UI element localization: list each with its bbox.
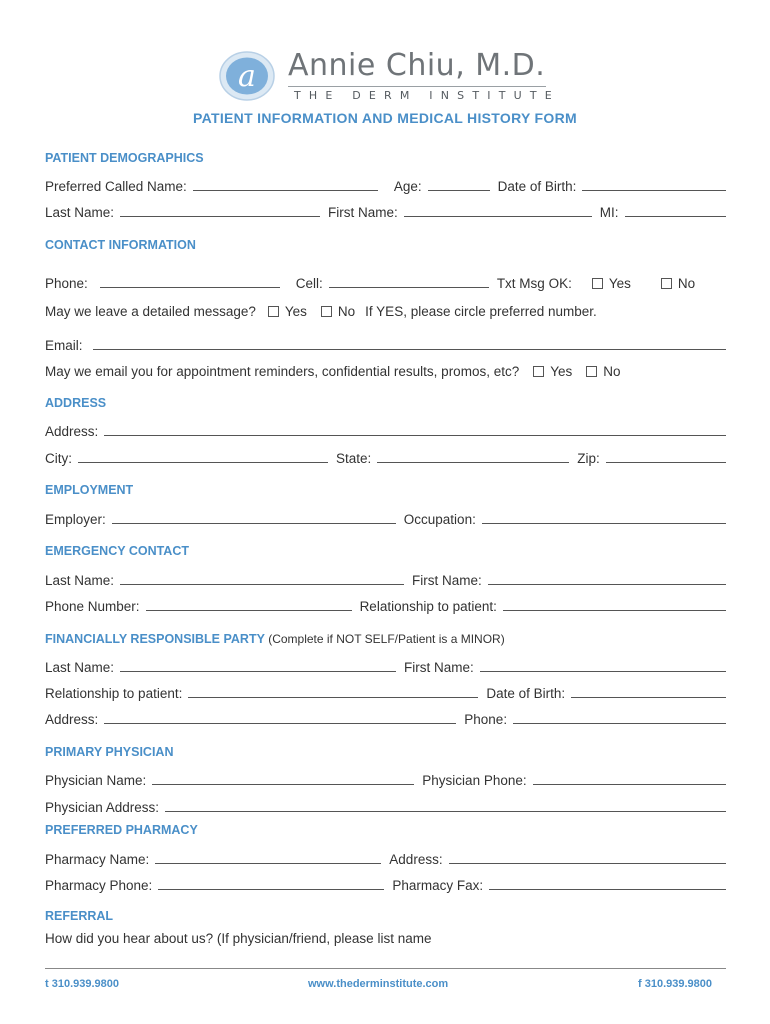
label-address: Address:	[45, 424, 99, 439]
row-city-state-zip	[45, 448, 726, 466]
row-leave-message	[45, 301, 726, 319]
label-dob: Date of Birth:	[497, 179, 577, 194]
input-physician-name[interactable]	[152, 783, 414, 785]
row-email	[45, 335, 726, 353]
label-city: City:	[45, 451, 72, 466]
input-financial-first-name[interactable]	[480, 670, 726, 672]
txt-yes-checkbox[interactable]: Yes	[578, 276, 631, 291]
section-emergency: EMERGENCY CONTACT	[45, 544, 189, 558]
label-pharmacy-address: Address:	[389, 852, 443, 867]
label-financial-phone: Phone:	[464, 712, 508, 727]
form-title: PATIENT INFORMATION AND MEDICAL HISTORY FORM	[193, 110, 577, 126]
label-emergency-first-name: First Name:	[412, 573, 482, 588]
checkbox-icon	[321, 306, 332, 317]
row-emergency-name	[45, 570, 726, 588]
footer-phone: t 310.939.9800	[45, 978, 120, 990]
input-financial-phone[interactable]	[513, 722, 726, 724]
label-financial-relationship: Relationship to patient:	[45, 686, 183, 701]
section-referral: REFERRAL	[45, 909, 114, 923]
input-state[interactable]	[377, 461, 569, 463]
brand-logo	[218, 48, 558, 108]
input-email[interactable]	[93, 348, 726, 350]
input-age[interactable]	[428, 189, 490, 191]
message-yes-checkbox[interactable]: Yes	[256, 304, 307, 319]
label-age: Age:	[393, 179, 422, 194]
input-emergency-relationship[interactable]	[503, 609, 726, 611]
input-address[interactable]	[104, 434, 726, 436]
label-financial-address: Address:	[45, 712, 99, 727]
input-employer[interactable]	[112, 522, 396, 524]
input-city[interactable]	[78, 461, 328, 463]
section-physician: PRIMARY PHYSICIAN	[45, 745, 174, 759]
row-employment	[45, 509, 726, 527]
input-physician-phone[interactable]	[533, 783, 726, 785]
section-financial	[45, 632, 505, 646]
input-mi[interactable]	[625, 215, 726, 217]
logo-at-mark-icon	[218, 50, 276, 102]
row-financial-relationship	[45, 683, 726, 701]
label-physician-phone: Physician Phone:	[422, 773, 527, 788]
label-pharmacy-fax: Pharmacy Fax:	[392, 878, 484, 893]
checkbox-icon	[592, 278, 603, 289]
row-pharmacy-phone	[45, 875, 726, 893]
input-zip[interactable]	[606, 461, 726, 463]
email-yes-checkbox[interactable]: Yes	[519, 364, 572, 379]
row-pharmacy-name	[45, 849, 726, 867]
label-leave-message: May we leave a detailed message?	[45, 304, 256, 319]
label-preferred-name: Preferred Called Name:	[45, 179, 187, 194]
row-physician-address	[45, 797, 726, 815]
input-dob[interactable]	[582, 189, 726, 191]
input-pharmacy-phone[interactable]	[158, 888, 384, 890]
row-address	[45, 421, 726, 439]
label-physician-address: Physician Address:	[45, 800, 160, 815]
label-email: Email:	[45, 338, 83, 353]
label-cell: Cell:	[295, 276, 323, 291]
footer-website[interactable]: www.thederminstitute.com	[308, 978, 449, 990]
label-emergency-relationship: Relationship to patient:	[359, 599, 497, 614]
label-emergency-phone: Phone Number:	[45, 599, 140, 614]
section-financial-note: (Complete if NOT SELF/Patient is a MINOR)	[268, 632, 505, 646]
txt-no-checkbox[interactable]: No	[647, 276, 695, 291]
logo-divider	[288, 86, 546, 87]
input-phone[interactable]	[100, 286, 280, 288]
section-pharmacy: PREFERRED PHARMACY	[45, 823, 198, 837]
input-first-name[interactable]	[404, 215, 592, 217]
label-mi: MI:	[599, 205, 619, 220]
row-name	[45, 202, 726, 220]
input-emergency-first-name[interactable]	[488, 583, 726, 585]
input-last-name[interactable]	[120, 215, 320, 217]
checkbox-icon	[586, 366, 597, 377]
label-last-name: Last Name:	[45, 205, 115, 220]
label-zip: Zip:	[577, 451, 600, 466]
circle-note: If YES, please circle preferred number.	[365, 304, 597, 319]
label-email-consent: May we email you for appointment reminders, confidential results, promos, etc?	[45, 364, 520, 379]
section-contact: CONTACT INFORMATION	[45, 238, 196, 252]
input-pharmacy-fax[interactable]	[489, 888, 726, 890]
row-financial-name	[45, 657, 726, 675]
input-financial-last-name[interactable]	[120, 670, 396, 672]
input-financial-relationship[interactable]	[188, 696, 478, 698]
section-demographics: PATIENT DEMOGRAPHICS	[45, 151, 204, 165]
input-physician-address[interactable]	[165, 810, 726, 812]
brand-name: Annie Chiu, M.D.	[288, 48, 546, 83]
input-emergency-phone[interactable]	[146, 609, 352, 611]
email-no-checkbox[interactable]: No	[572, 364, 620, 379]
checkbox-icon	[661, 278, 672, 289]
section-address: ADDRESS	[45, 396, 107, 410]
input-financial-dob[interactable]	[571, 696, 726, 698]
input-pharmacy-address[interactable]	[449, 862, 726, 864]
checkbox-icon	[268, 306, 279, 317]
input-cell[interactable]	[329, 286, 489, 288]
row-financial-address	[45, 709, 726, 727]
label-phone: Phone:	[45, 276, 88, 291]
logo-letter: a	[238, 59, 256, 94]
row-emergency-phone	[45, 596, 726, 614]
label-financial-dob: Date of Birth:	[486, 686, 566, 701]
footer-divider	[45, 968, 726, 969]
label-financial-last-name: Last Name:	[45, 660, 115, 675]
label-financial-first-name: First Name:	[404, 660, 474, 675]
input-occupation[interactable]	[482, 522, 726, 524]
input-emergency-last-name[interactable]	[120, 583, 404, 585]
label-txt-ok: Txt Msg OK:	[496, 276, 572, 291]
row-phones	[45, 273, 726, 291]
label-state: State:	[336, 451, 372, 466]
row-email-consent	[45, 361, 726, 379]
label-emergency-last-name: Last Name:	[45, 573, 115, 588]
section-financial-title: FINANCIALLY RESPONSIBLE PARTY	[45, 632, 265, 646]
label-referral: How did you hear about us? (If physician/friend, please list name	[45, 931, 432, 946]
label-physician-name: Physician Name:	[45, 773, 147, 788]
input-financial-address[interactable]	[104, 722, 456, 724]
label-pharmacy-name: Pharmacy Name:	[45, 852, 150, 867]
input-pharmacy-name[interactable]	[155, 862, 381, 864]
section-employment: EMPLOYMENT	[45, 483, 134, 497]
label-first-name: First Name:	[328, 205, 398, 220]
row-preferred-name	[45, 176, 726, 194]
brand-subtitle: THE DERM INSTITUTE	[294, 89, 560, 102]
label-pharmacy-phone: Pharmacy Phone:	[45, 878, 153, 893]
input-preferred-name[interactable]	[193, 189, 378, 191]
footer-fax: f 310.939.9800	[638, 978, 713, 990]
checkbox-icon	[533, 366, 544, 377]
row-referral	[45, 928, 726, 946]
message-no-checkbox[interactable]: No	[307, 304, 355, 319]
row-physician	[45, 770, 726, 788]
label-occupation: Occupation:	[403, 512, 476, 527]
label-employer: Employer:	[45, 512, 106, 527]
